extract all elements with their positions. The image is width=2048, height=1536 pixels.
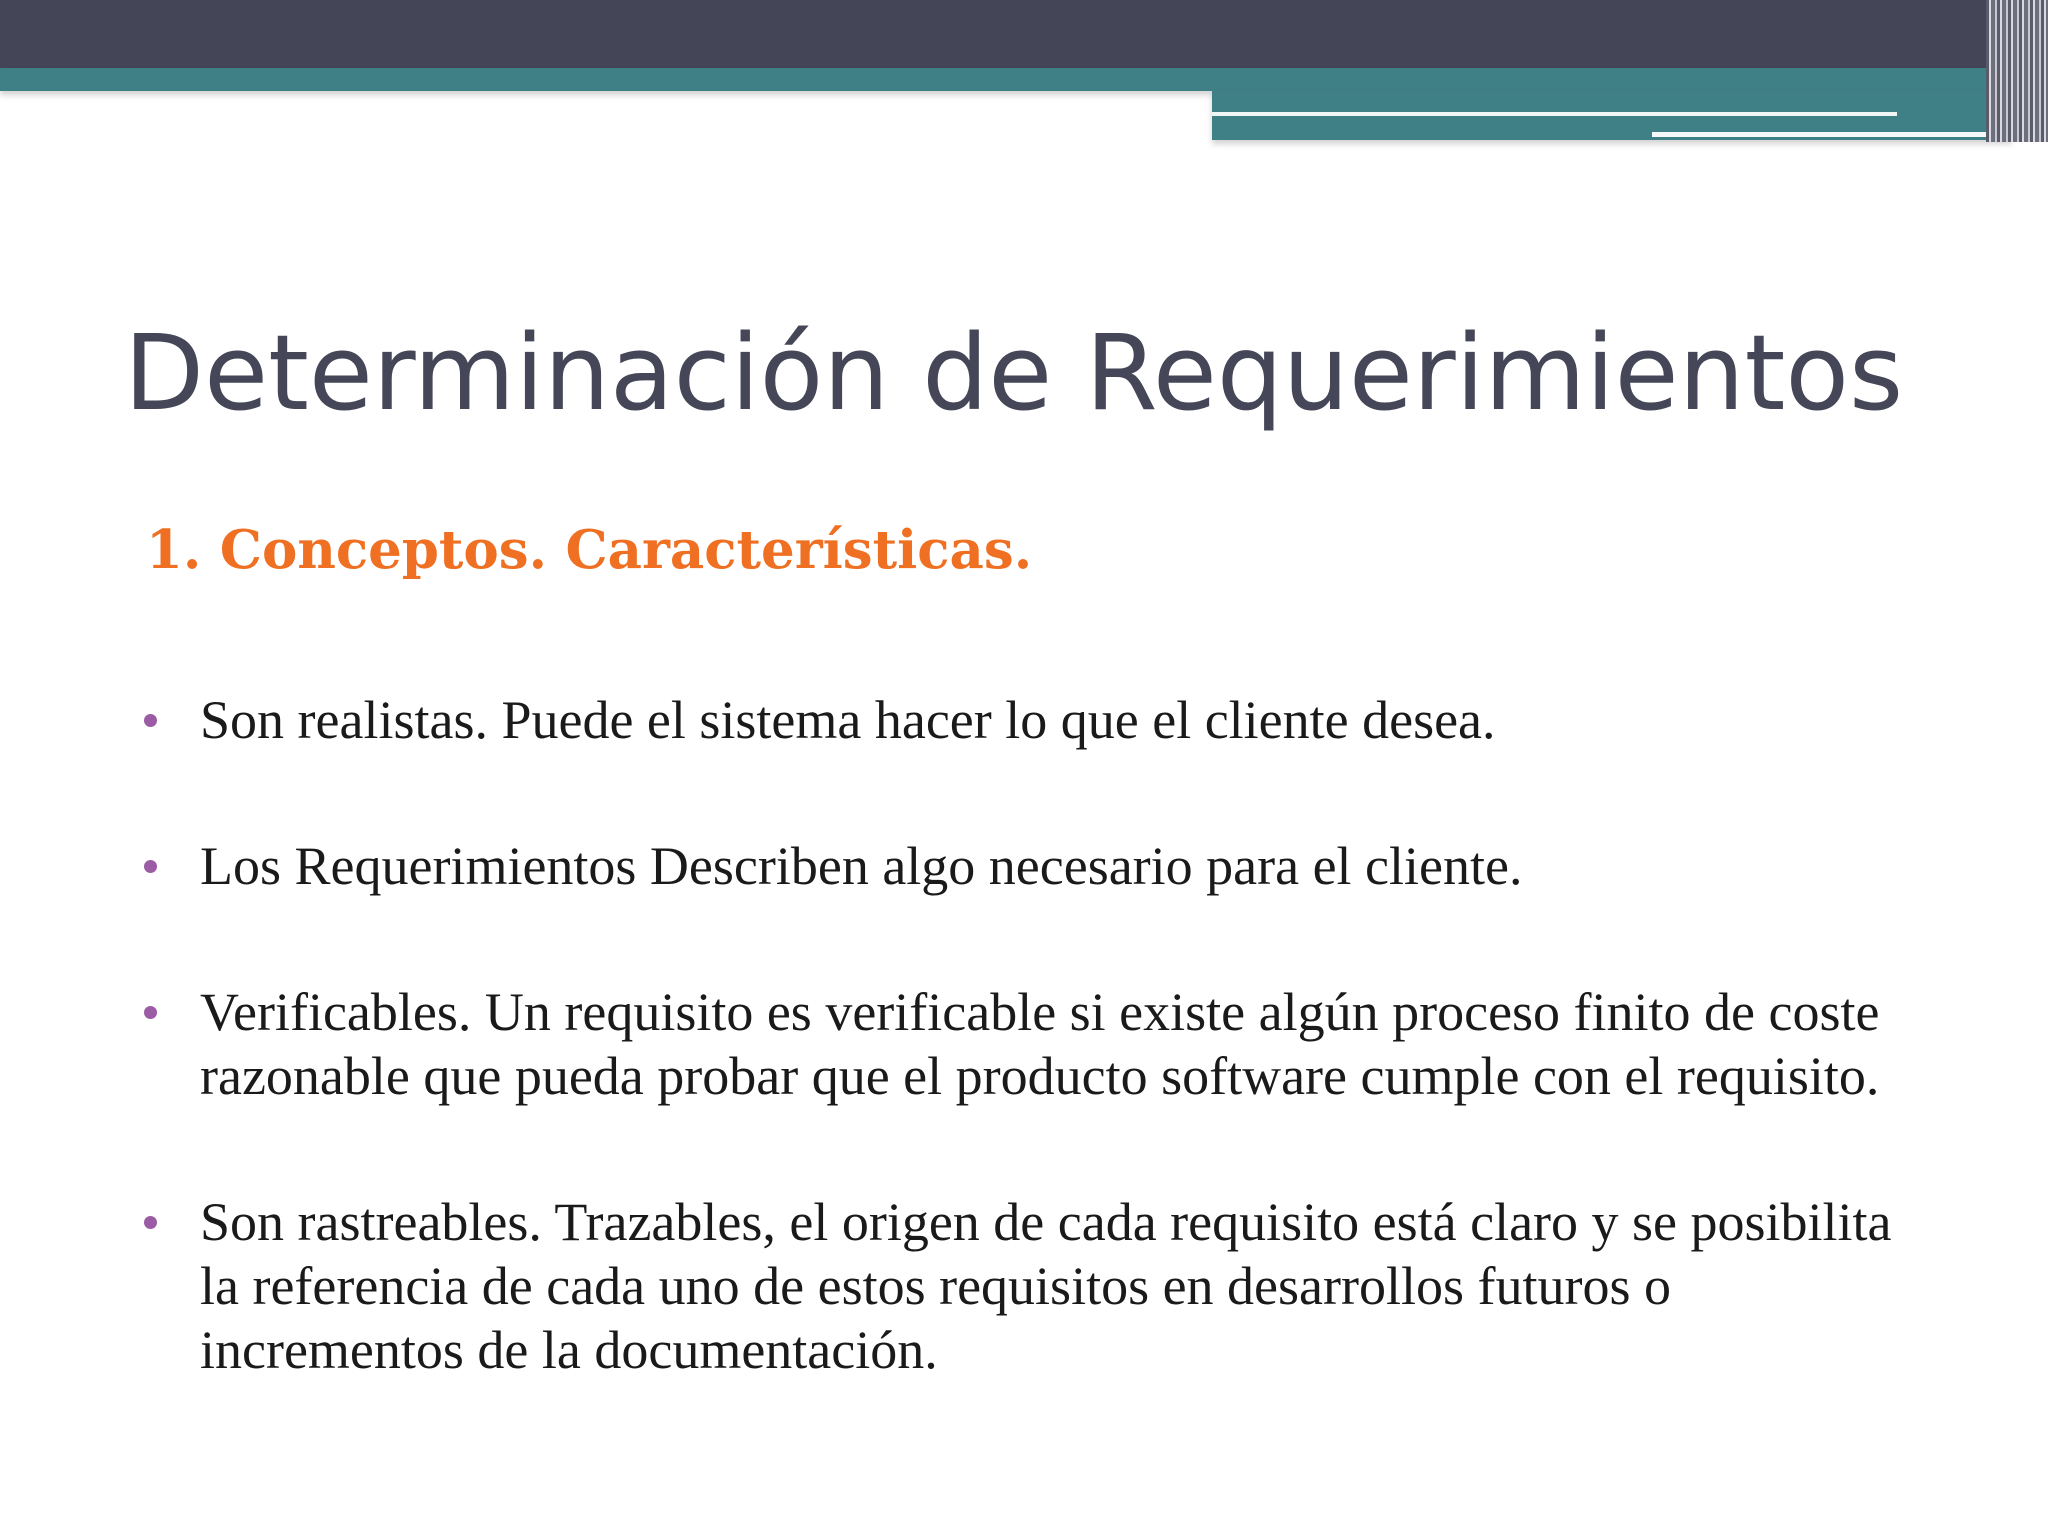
header-band-teal [0, 68, 2012, 91]
header-accent-line [1212, 112, 1897, 116]
bullet-dot-icon [144, 714, 157, 727]
bullet-text: Los Requerimientos Describen algo necesario para el cliente. [200, 836, 1523, 896]
bullet-item [144, 834, 1924, 898]
bullet-text: Son realistas. Puede el sistema hacer lo que el cliente desea. [200, 690, 1496, 750]
bullet-list [144, 688, 1924, 1382]
bullet-text: Verificables. Un requisito es verificable si existe algún proceso finito de coste razonable que pueda probar que el producto software cumple con el requisito. [200, 982, 1880, 1106]
bullet-item [144, 1190, 1924, 1382]
header-accent-line [1652, 132, 2012, 137]
header-stripes [1986, 0, 2048, 142]
bullet-item [144, 980, 1924, 1108]
slide-subheading: 1. Conceptos. Características. [146, 519, 1033, 581]
bullet-item [144, 688, 1924, 752]
bullet-dot-icon [144, 1216, 157, 1229]
slide-title: Determinación de Requerimientos [124, 312, 1904, 434]
bullet-dot-icon [144, 1006, 157, 1019]
header-band-dark [0, 0, 2048, 68]
bullet-dot-icon [144, 860, 157, 873]
bullet-text: Son rastreables. Trazables, el origen de cada requisito está claro y se posibilita la referencia de cada uno de estos requisitos en desarrollos futuros o incrementos de la documentación. [200, 1192, 1892, 1380]
